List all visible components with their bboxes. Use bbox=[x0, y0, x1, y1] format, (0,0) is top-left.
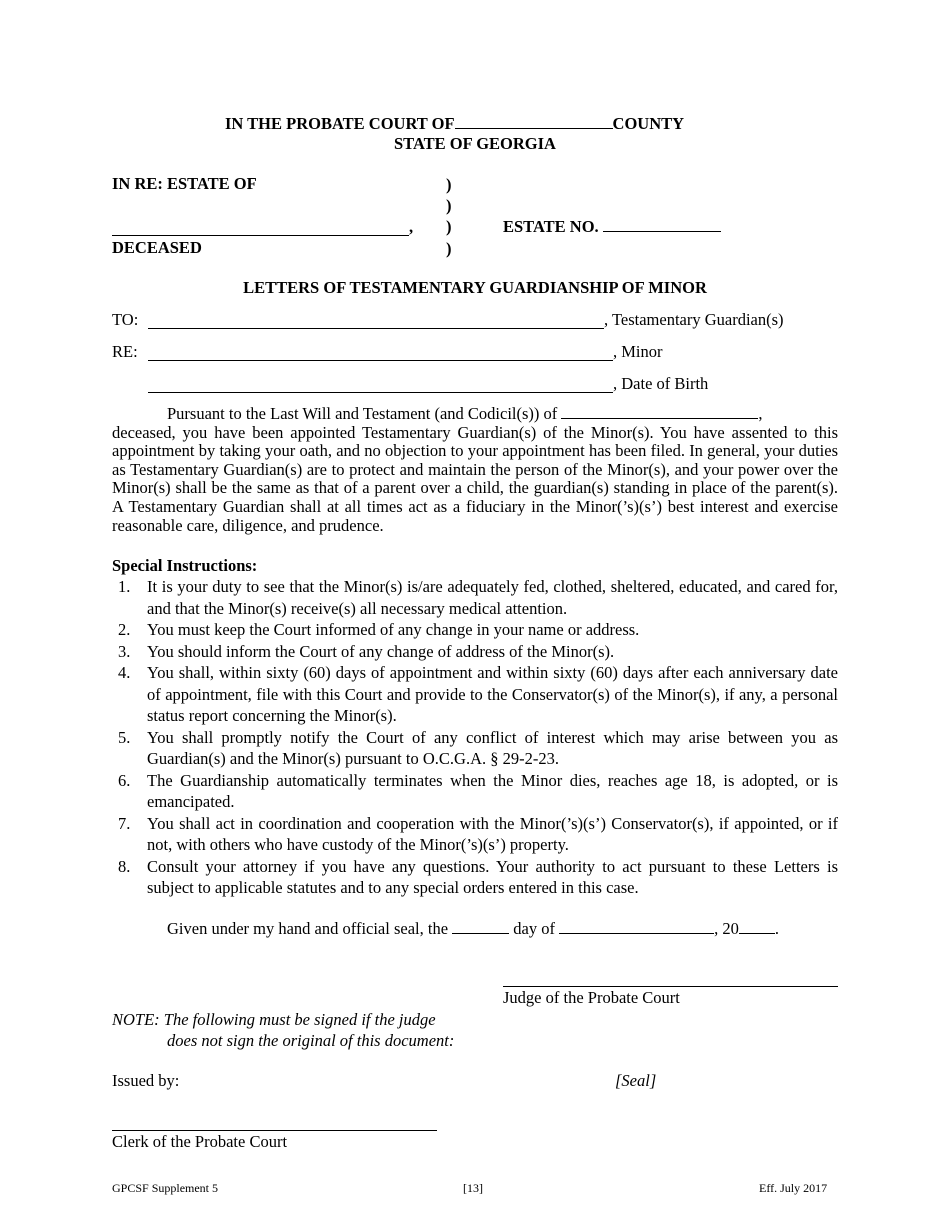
list-item bbox=[112, 662, 838, 727]
court-heading bbox=[225, 114, 684, 134]
judge-label: Judge of the Probate Court bbox=[503, 988, 680, 1007]
list-item-text: You shall, within sixty (60) days of appointment and within sixty (60) days after each anniversary date of appointment, file with this Court and provide to the Conservator(s) of the Minor(s), if any, a personal status report concerning the Minor(s). bbox=[147, 663, 838, 725]
intro-paragraph bbox=[112, 404, 838, 535]
special-instructions-list bbox=[112, 576, 838, 899]
list-item bbox=[112, 727, 838, 770]
list-item-text: It is your duty to see that the Minor(s) is/are adequately fed, clothed, sheltered, educated, and cared for, and that the Minor(s) receive(s) all necessary medical attention. bbox=[147, 577, 838, 618]
court-suffix: COUNTY bbox=[612, 114, 685, 133]
list-item bbox=[112, 641, 838, 663]
footer-right: Eff. July 2017 bbox=[759, 1181, 828, 1195]
county-blank[interactable] bbox=[455, 114, 613, 129]
list-item-number: 7. bbox=[118, 813, 131, 833]
issued-by-label: Issued by: bbox=[112, 1071, 180, 1090]
list-item bbox=[112, 856, 838, 899]
in-re-label: IN RE: ESTATE OF bbox=[112, 174, 257, 193]
minor-name-line[interactable] bbox=[148, 360, 613, 361]
dob-suffix: , Date of Birth bbox=[613, 374, 709, 393]
month-blank[interactable] bbox=[559, 919, 714, 934]
list-item-number: 6. bbox=[118, 770, 131, 790]
caption-paren-4: ) bbox=[446, 239, 452, 258]
deceased-label: DECEASED bbox=[112, 238, 202, 257]
given-prefix: Given under my hand and official seal, the bbox=[167, 919, 449, 938]
state-heading: STATE OF GEORGIA bbox=[394, 134, 556, 153]
estate-no-blank[interactable] bbox=[603, 217, 721, 232]
seal-label: [Seal] bbox=[615, 1071, 657, 1090]
day-blank[interactable] bbox=[452, 919, 509, 934]
intro-start: Pursuant to the Last Will and Testament (and Codicil(s)) of bbox=[167, 404, 558, 423]
intro-first-line: Pursuant to the Last Will and Testament (and Codicil(s)) of , bbox=[167, 404, 763, 423]
given-year-prefix: , 20 bbox=[714, 919, 739, 938]
judge-signature-line[interactable] bbox=[503, 986, 838, 987]
list-item-text: Consult your attorney if you have any questions. Your authority to act pursuant to these Letters is subject to applicable statutes and to any special orders entered in this case. bbox=[147, 856, 838, 897]
testator-blank[interactable] bbox=[561, 404, 758, 419]
special-instructions-heading: Special Instructions: bbox=[112, 556, 258, 575]
note-line-1: NOTE: The following must be signed if the judge bbox=[112, 1010, 436, 1029]
estate-no-label bbox=[503, 217, 721, 237]
note-line-2: does not sign the original of this document: bbox=[167, 1031, 455, 1050]
footer-page-number: [13] bbox=[463, 1181, 483, 1195]
list-item-text: You shall promptly notify the Court of any conflict of interest which may arise between you as Guardian(s) and the Minor(s) pursuant to O.C.G.A. § 29-2-23. bbox=[147, 727, 838, 768]
list-item-number: 4. bbox=[118, 663, 131, 682]
list-item-text: You should inform the Court of any change of address of the Minor(s). bbox=[147, 641, 615, 661]
court-prefix: IN THE PROBATE COURT OF bbox=[225, 114, 455, 133]
guardian-name-line[interactable] bbox=[148, 328, 604, 329]
list-item-text: You shall act in coordination and cooperation with the Minor(’s)(s’) Conservator(s), if appointed, or if not, with others who have custody of the Minor(’s)(s’) property. bbox=[147, 813, 838, 854]
re-suffix: , Minor bbox=[613, 342, 663, 361]
intro-rest: deceased, you have been appointed Testamentary Guardian(s) of the Minor(s). You have assented to this appointment by taking your oath, and no objection to your appointment has been filed. In general, your duties as Testamentary Guardian(s) are to protect and maintain the person of the Minor(s), and your power over the Minor(s) shall be the same as that of a parent over a child, the guardian(s) standing in place of the parent(s). A Testamentary Guardian shall at all times act as a fiduciary in the Minor(’s)(s’) best interest and exercise reasonable care, diligence, and prudence. bbox=[112, 422, 838, 535]
list-item-number: 8. bbox=[118, 856, 131, 876]
document-title: LETTERS OF TESTAMENTARY GUARDIANSHIP OF MINOR bbox=[243, 278, 707, 297]
clerk-signature-line[interactable] bbox=[112, 1130, 437, 1131]
list-item-number: 5. bbox=[118, 727, 131, 747]
clerk-label: Clerk of the Probate Court bbox=[112, 1132, 288, 1151]
footer-left: GPCSF Supplement 5 bbox=[112, 1181, 219, 1195]
list-item bbox=[112, 813, 838, 856]
dob-line[interactable] bbox=[148, 392, 613, 393]
list-item bbox=[112, 619, 838, 641]
caption-paren-3: ) bbox=[446, 217, 452, 236]
estate-no-text: ESTATE NO. bbox=[503, 217, 599, 236]
given-day-of: day of bbox=[513, 919, 555, 938]
to-label: TO: bbox=[112, 310, 139, 329]
to-suffix: , Testamentary Guardian(s) bbox=[604, 310, 784, 329]
list-item-text: The Guardianship automatically terminates when the Minor dies, reaches age 18, is adopted, or is emancipated. bbox=[147, 770, 838, 811]
year-blank[interactable] bbox=[739, 919, 775, 934]
list-item bbox=[112, 770, 838, 813]
list-item bbox=[112, 576, 838, 619]
caption-comma: , bbox=[409, 217, 414, 236]
caption-paren-2: ) bbox=[446, 196, 452, 215]
given-line bbox=[167, 919, 779, 939]
given-period: . bbox=[774, 919, 779, 938]
list-item-text: You must keep the Court informed of any change in your name or address. bbox=[147, 620, 640, 639]
list-item-number: 3. bbox=[118, 641, 131, 661]
list-item-number: 2. bbox=[118, 620, 131, 639]
caption-paren-1: ) bbox=[446, 175, 452, 194]
decedent-name-line[interactable] bbox=[112, 235, 409, 236]
re-label: RE: bbox=[112, 342, 138, 361]
list-item-number: 1. bbox=[118, 577, 131, 596]
